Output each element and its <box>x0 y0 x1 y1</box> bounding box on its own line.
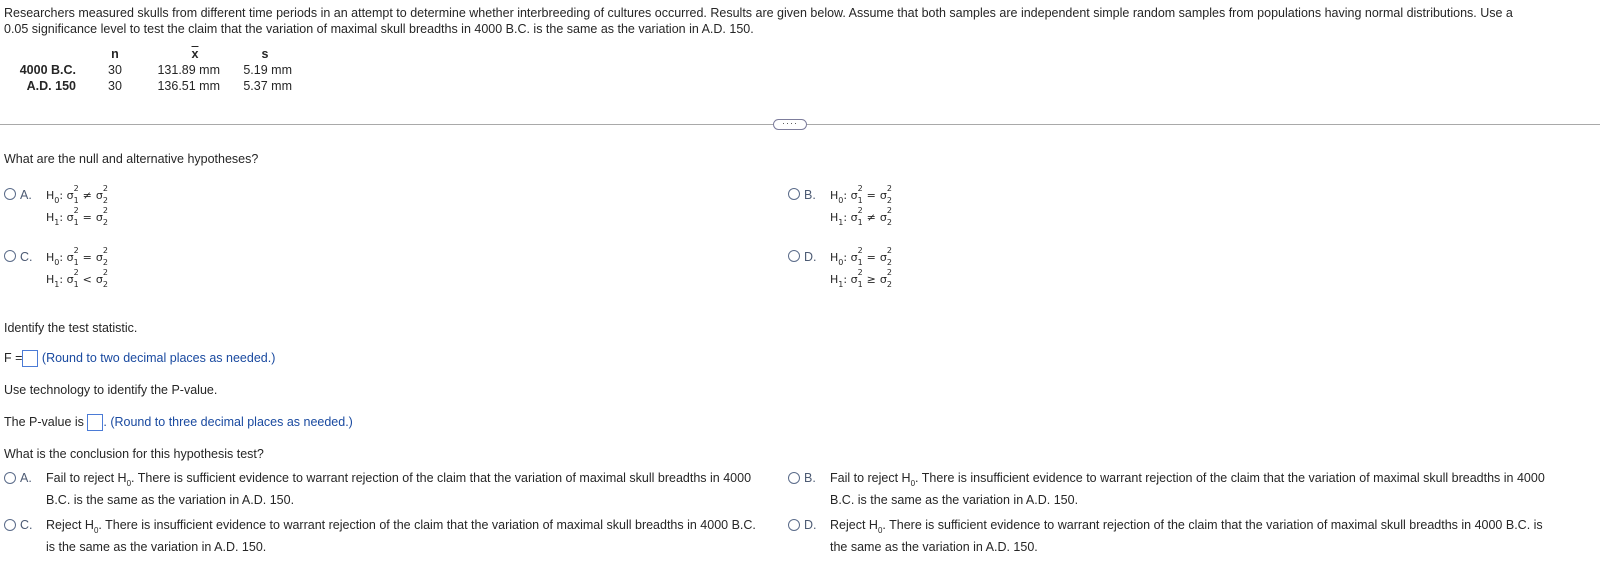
conclusion-option-d[interactable] <box>788 515 1543 557</box>
hypothesis-operator: = <box>82 251 92 264</box>
null-hypothesis: $H_0$: σ 2 $_1$ = σ 2 $_2$ <box>830 247 892 269</box>
hypothesis-operator: = <box>866 189 876 202</box>
row-s: 5.19 mm <box>243 63 292 77</box>
hypothesis-option-b[interactable] <box>788 188 816 202</box>
option-letter: D. <box>788 515 817 535</box>
question-p-value: Use technology to identify the P-value. <box>4 383 218 397</box>
radio-button[interactable] <box>4 250 16 262</box>
row-n: 30 <box>108 79 122 93</box>
row-xbar: 136.51 mm <box>157 79 220 93</box>
hypothesis-operator: = <box>82 211 92 224</box>
p-value-label: The P-value is <box>4 415 84 429</box>
option-letter: C. <box>20 250 33 264</box>
problem-statement <box>4 5 1594 37</box>
radio-button[interactable] <box>788 472 800 484</box>
radio-button[interactable] <box>788 250 800 262</box>
radio-button[interactable] <box>4 519 16 531</box>
conclusion-text: Fail to reject $H_0$. There is insufficient evidence to warrant rejection of the claim that the variation of maximal skull breadths in 4000 B.C. is the same as the variation in A.D. 150. <box>830 471 1545 507</box>
hypothesis-pair <box>830 185 892 229</box>
conclusion-option-c[interactable] <box>4 515 756 557</box>
sigma-squared: σ 2 $_2$ <box>95 246 108 267</box>
sigma-squared: σ 2 $_1$ <box>850 206 863 227</box>
sigma-squared: σ 2 $_1$ <box>66 184 79 205</box>
alternative-hypothesis: $H_1$: σ 2 $_1$ ≠ σ 2 $_2$ <box>830 207 892 229</box>
question-test-statistic: Identify the test statistic. <box>4 321 138 335</box>
option-letter: B. <box>804 188 816 202</box>
option-letter: A. <box>4 468 32 488</box>
option-letter: D. <box>804 250 817 264</box>
sigma-squared: σ 2 $_2$ <box>95 184 108 205</box>
sigma-squared: σ 2 $_1$ <box>850 184 863 205</box>
radio-button[interactable] <box>788 519 800 531</box>
p-value-input[interactable] <box>87 414 103 431</box>
radio-button[interactable] <box>788 188 800 200</box>
hypothesis-operator: ≠ <box>82 189 92 202</box>
sigma-squared: σ 2 $_1$ <box>850 246 863 267</box>
radio-button[interactable] <box>4 472 16 484</box>
row-label: 4000 B.C. <box>19 63 76 77</box>
null-hypothesis: $H_0$: σ 2 $_1$ = σ 2 $_2$ <box>830 185 892 207</box>
sample-stats-table <box>12 46 292 94</box>
p-value-hint: . (Round to three decimal places as needed.) <box>103 415 353 429</box>
hypothesis-option-c[interactable] <box>4 250 33 264</box>
null-hypothesis: $H_0$: σ 2 $_1$ = σ 2 $_2$ <box>46 247 108 269</box>
option-letter: B. <box>788 468 816 488</box>
row-n: 30 <box>108 63 122 77</box>
f-hint: (Round to two decimal places as needed.) <box>41 351 276 365</box>
hypothesis-option-a[interactable] <box>4 188 32 202</box>
sigma-squared: σ 2 $_2$ <box>95 268 108 289</box>
hypothesis-pair <box>46 247 108 291</box>
hypothesis-operator: < <box>82 273 92 286</box>
option-letter: C. <box>4 515 33 535</box>
header-n: n <box>111 47 119 61</box>
header-xbar: $\overline{x}$ <box>191 47 199 61</box>
hypothesis-operator: ≠ <box>866 211 876 224</box>
sigma-squared: σ 2 $_2$ <box>879 246 892 267</box>
null-hypothesis: $H_0$: σ 2 $_1$ ≠ σ 2 $_2$ <box>46 185 108 207</box>
hypothesis-operator: ≥ <box>866 273 876 286</box>
option-letter: A. <box>20 188 32 202</box>
conclusion-option-b[interactable] <box>788 468 1545 510</box>
more-options-button[interactable]: ···· <box>773 119 807 130</box>
test-statistic-row <box>4 348 275 368</box>
row-s: 5.37 mm <box>243 79 292 93</box>
sigma-squared: σ 2 $_1$ <box>66 206 79 227</box>
hypothesis-pair <box>830 247 892 291</box>
hypothesis-option-d[interactable] <box>788 250 817 264</box>
alternative-hypothesis: $H_1$: σ 2 $_1$ = σ 2 $_2$ <box>46 207 108 229</box>
sigma-squared: σ 2 $_1$ <box>66 246 79 267</box>
hypothesis-operator: = <box>866 251 876 264</box>
sigma-squared: σ 2 $_2$ <box>95 206 108 227</box>
sigma-squared: σ 2 $_2$ <box>879 268 892 289</box>
f-label: F = <box>4 351 23 365</box>
conclusion-text: Reject $H_0$. There is insufficient evidence to warrant rejection of the claim that the variation of maximal skull breadths in 4000 B.C. is the same as the variation in A.D. 150. <box>46 518 756 554</box>
header-s: s <box>261 47 269 61</box>
hypothesis-pair <box>46 185 108 229</box>
radio-button[interactable] <box>4 188 16 200</box>
question-hypotheses: What are the null and alternative hypotheses? <box>4 152 259 166</box>
conclusion-text: Reject $H_0$. There is sufficient evidence to warrant rejection of the claim that the variation of maximal skull breadths in 4000 B.C. is the same as the variation in A.D. 150. <box>830 518 1543 554</box>
f-value-input[interactable] <box>22 350 38 367</box>
problem-line-1: Researchers measured skulls from different time periods in an attempt to determine whether interbreeding of cultures occurred. Results are given below. Assume that both samples are independent simple random samples from populations having normal distributions. Use a <box>4 6 1513 20</box>
alternative-hypothesis: $H_1$: σ 2 $_1$ < σ 2 $_2$ <box>46 269 108 291</box>
row-label: A.D. 150 <box>26 79 76 93</box>
table-row <box>12 62 292 78</box>
sigma-squared: σ 2 $_1$ <box>850 268 863 289</box>
sigma-squared: σ 2 $_1$ <box>66 268 79 289</box>
problem-line-2: 0.05 significance level to test the claim that the variation of maximal skull breadths in 4000 B.C. is the same as the variation in A.D. 150. <box>4 22 754 36</box>
question-conclusion: What is the conclusion for this hypothesis test? <box>4 447 264 461</box>
table-row <box>12 78 292 94</box>
sigma-squared: σ 2 $_2$ <box>879 206 892 227</box>
p-value-row <box>4 412 353 432</box>
sigma-squared: σ 2 $_2$ <box>879 184 892 205</box>
conclusion-option-a[interactable] <box>4 468 752 510</box>
conclusion-text: Fail to reject $H_0$. There is sufficient evidence to warrant rejection of the claim that the variation of maximal skull breadths in 4000 B.C. is the same as the variation in A.D. 150. <box>46 471 752 507</box>
row-xbar: 131.89 mm <box>157 63 220 77</box>
alternative-hypothesis: $H_1$: σ 2 $_1$ ≥ σ 2 $_2$ <box>830 269 892 291</box>
